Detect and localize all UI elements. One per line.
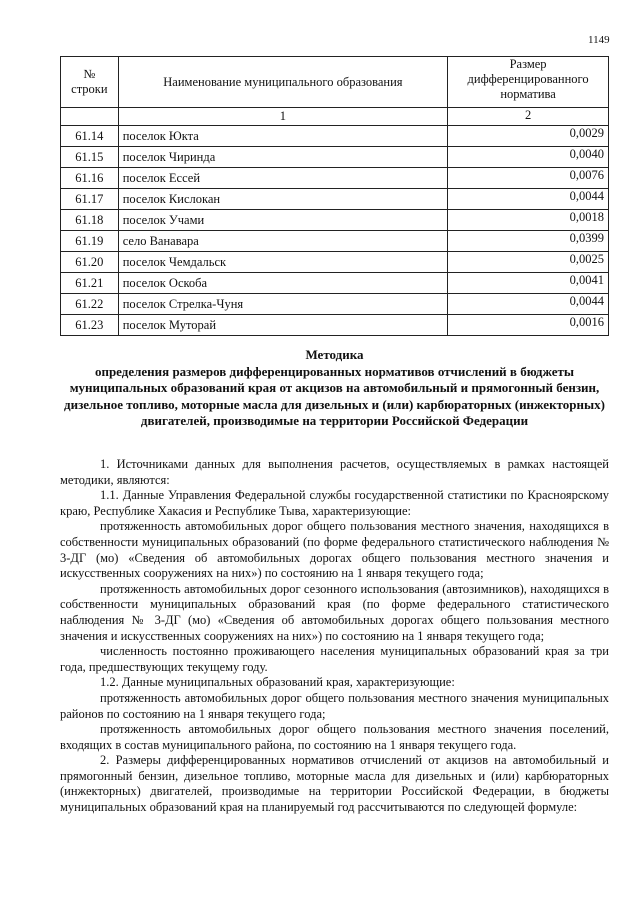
row-number: 61.17 <box>61 189 119 210</box>
row-value: 0,0029 <box>448 126 609 147</box>
row-value: 0,0041 <box>448 273 609 294</box>
paragraph: протяженность автомобильных дорог общего пользования местного значения, находящихся в собственности муниципальных образований (по форме федерального статистического наблюдения № 3-ДГ (мо) «Сведения об автомобильных дорогах общего пользования местного значения и искусственных сооружениях на них») по состоянию на 1 января текущего года; <box>60 519 609 581</box>
paragraph: протяженность автомобильных дорог общего пользования местного значения муниципальных районов по состоянию на 1 января текущего года; <box>60 690 609 721</box>
row-value: 0,0016 <box>448 315 609 336</box>
methodology-heading <box>60 347 609 430</box>
row-number: 61.18 <box>61 210 119 231</box>
row-value: 0,0076 <box>448 168 609 189</box>
row-name: поселок Стрелка-Чуня <box>118 294 447 315</box>
row-value: 0,0025 <box>448 252 609 273</box>
paragraph: 2. Размеры дифференцированных нормативов отчислений от акцизов на автомобильный и прямогонный бензин, дизельное топливо, моторные масла для дизельных и (или) карбюраторных (инжекторных) двигателей, производимые на территории Российской Федерации, в бюджеты муниципальных образований края на планируемый год рассчитываются по следующей формуле: <box>60 753 609 815</box>
header-name: Наименование муниципального образования <box>118 57 447 108</box>
table-row <box>61 273 609 294</box>
row-name: поселок Ессей <box>118 168 447 189</box>
table-row <box>61 189 609 210</box>
table-row <box>61 294 609 315</box>
methodology-subtitle: определения размеров дифференцированных нормативов отчислений в бюджеты муниципальных образований края от акцизов на автомобильный и прямогонный бензин, дизельное топливо, моторные масла для дизельных и (или) карбюраторных (инжекторных) двигателей, производимые на территории Российской Федерации <box>64 363 605 428</box>
row-number: 61.16 <box>61 168 119 189</box>
paragraph: протяженность автомобильных дорог сезонного использования (автозимников), находящихся в собственности муниципальных образований края (по форме федерального статистического наблюдения № 3-ДГ (мо) «Сведения об автомобильных дорогах общего пользования местного значения и искусственных сооружениях на них») по состоянию на 1 января текущего года; <box>60 581 609 643</box>
header-size: Размер дифференцированного норматива <box>448 57 609 108</box>
column-number-2: 2 <box>448 108 609 126</box>
row-number: 61.21 <box>61 273 119 294</box>
row-value: 0,0044 <box>448 189 609 210</box>
row-value: 0,0044 <box>448 294 609 315</box>
row-name: село Ванавара <box>118 231 447 252</box>
row-name: поселок Оскоба <box>118 273 447 294</box>
table-row <box>61 315 609 336</box>
column-number-empty <box>61 108 119 126</box>
row-value: 0,0399 <box>448 231 609 252</box>
row-name: поселок Юкта <box>118 126 447 147</box>
table-row <box>61 147 609 168</box>
row-name: поселок Муторай <box>118 315 447 336</box>
row-number: 61.15 <box>61 147 119 168</box>
row-number: 61.20 <box>61 252 119 273</box>
column-numbers-row <box>61 108 609 126</box>
table-row <box>61 252 609 273</box>
paragraph: 1. Источниками данных для выполнения расчетов, осуществляемых в рамках настоящей методики, являются: <box>60 457 609 487</box>
paragraph: протяженность автомобильных дорог общего пользования местного значения поселений, входящих в состав муниципального района, по состоянию на 1 января текущего года. <box>60 722 609 752</box>
paragraph: численность постоянно проживающего населения муниципальных образований края за три года, предшествующих текущему году. <box>60 644 609 674</box>
table-header-row <box>61 57 609 108</box>
row-name: поселок Кислокан <box>118 189 447 210</box>
paragraph: 1.2. Данные муниципальных образований края, характеризующие: <box>100 675 455 690</box>
table-row <box>61 210 609 231</box>
page-number: 1149 <box>588 34 610 46</box>
row-value: 0,0018 <box>448 210 609 231</box>
row-value: 0,0040 <box>448 147 609 168</box>
row-name: поселок Чемдальск <box>118 252 447 273</box>
row-number: 61.14 <box>61 126 119 147</box>
methodology-body <box>60 457 609 816</box>
column-number-1: 1 <box>118 108 447 126</box>
norms-table <box>60 56 609 336</box>
table-row <box>61 231 609 252</box>
row-name: поселок Учами <box>118 210 447 231</box>
row-number: 61.22 <box>61 294 119 315</box>
table-row <box>61 126 609 147</box>
methodology-title: Методика <box>305 347 364 362</box>
row-number: 61.23 <box>61 315 119 336</box>
row-number: 61.19 <box>61 231 119 252</box>
table-row <box>61 168 609 189</box>
row-name: поселок Чиринда <box>118 147 447 168</box>
paragraph: 1.1. Данные Управления Федеральной службы государственной статистики по Красноярскому краю, Республике Хакасия и Республике Тыва, характеризующие: <box>60 488 609 518</box>
header-number: № строки <box>61 57 119 108</box>
